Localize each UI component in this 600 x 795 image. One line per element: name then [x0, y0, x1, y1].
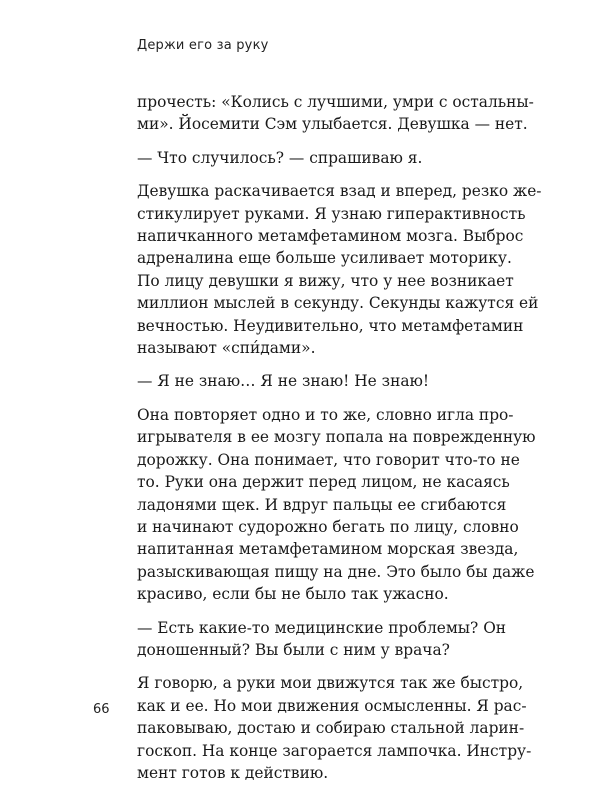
- text-line: и начинают судорожно бегать по лицу, словно: [137, 517, 519, 536]
- text-line: паковываю, достаю и собираю стальной ларин-: [137, 719, 525, 738]
- page-number: 66: [93, 702, 110, 717]
- text-line: миллион мыслей в секунду. Секунды кажутся ей: [137, 294, 539, 313]
- text-line: напичканного метамфетамином мозга. Выброс: [137, 227, 524, 246]
- text-line: адреналина еще больше усиливает моторику.: [137, 249, 512, 268]
- text-line: красиво, если бы не было так ужасно.: [137, 585, 449, 604]
- text-line: разыскивающая пищу на дне. Это было бы даже: [137, 562, 535, 581]
- text-line: Девушка раскачивается взад и вперед, резко же-: [137, 182, 542, 201]
- text-line: стикулирует руками. Я узнаю гиперактивность: [137, 204, 526, 223]
- text-line: — Что случилось? — спрашиваю я.: [137, 148, 423, 167]
- text-line: прочесть: «Колись с лучшими, умри с остальны-: [137, 93, 534, 111]
- text-line: — Я не знаю… Я не знаю! Не знаю!: [137, 372, 430, 391]
- paragraph: [137, 370, 477, 392]
- text-line: то. Руки она держит перед лицом, не касаясь: [137, 473, 510, 492]
- text-line: Я говорю, а руки мои движутся так же быстро,: [137, 674, 524, 693]
- text-line: По лицу девушки я вижу, что у нее возникает: [137, 271, 514, 290]
- text-line: игрывателя в ее мозгу попала на поврежденную: [137, 428, 536, 447]
- text-line: Она повторяет одно и то же, словно игла про-: [137, 405, 514, 424]
- text-line: как и ее. Но мои движения осмысленны. Я рас-: [137, 696, 527, 715]
- text-line: мент готов к действию.: [137, 763, 329, 782]
- text-line: — Есть какие-то медицинские проблемы? Он: [137, 618, 507, 637]
- text-line: вечностью. Неудивительно, что метамфетамин: [137, 316, 524, 335]
- paragraph: [137, 91, 534, 136]
- text-line: доношенный? Вы были с ним у врача?: [137, 640, 450, 659]
- paragraph: [137, 180, 542, 359]
- text-line: ладонями щек. И вдруг пальцы ее сгибаются: [137, 495, 507, 514]
- text-line: госкоп. На конце загорается лампочка. Инстру-: [137, 741, 532, 760]
- running-head: Держи его за руку: [137, 38, 269, 53]
- paragraph: [137, 617, 507, 662]
- text-line: ми». Йосемити Сэм улыбается. Девушка — нет.: [137, 115, 528, 134]
- text-line: называют «спи́дами».: [137, 339, 316, 358]
- text-line: напитанная метамфетамином морская звезда,: [137, 540, 519, 559]
- paragraph: [137, 147, 477, 169]
- body-text: [137, 91, 542, 795]
- paragraph: [137, 404, 536, 606]
- text-line: дорожку. Она понимает, что говорит что-то не: [137, 450, 520, 469]
- paragraph: [137, 672, 532, 784]
